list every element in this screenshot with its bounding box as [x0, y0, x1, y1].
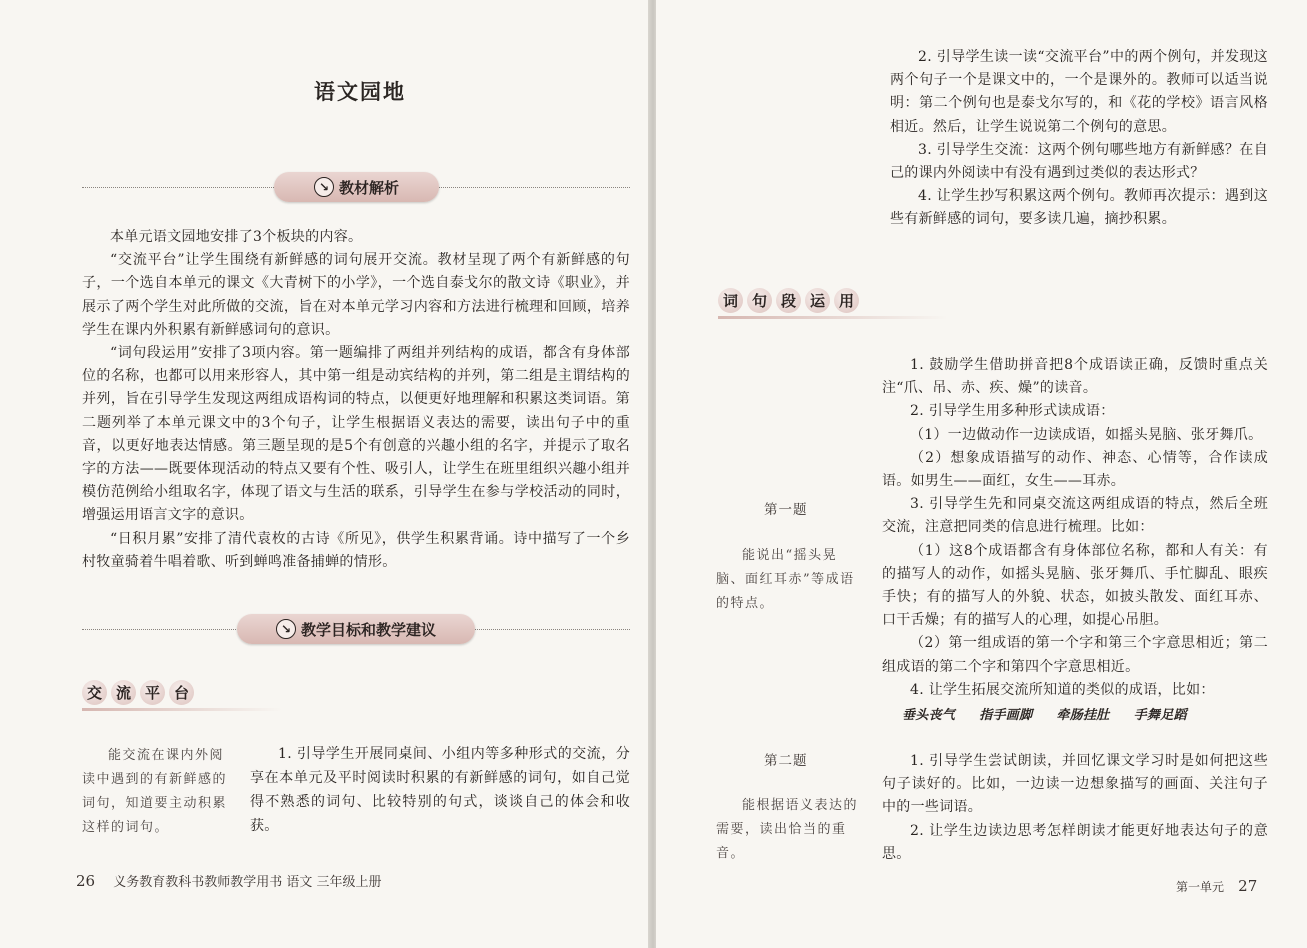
side-note-text: 能根据语义表达的需要，读出恰当的重音。	[716, 798, 859, 861]
section-pill	[237, 614, 475, 644]
question-label: 第一题	[764, 502, 808, 518]
title-char-bubble: 平	[140, 680, 165, 705]
idiom: 手舞足蹈	[1133, 708, 1187, 724]
analysis-text	[82, 226, 630, 574]
exchange-paragraph: 2. 引导学生读一读“交流平台”中的两个例句，并发现这两个句子一个是课文中的，一个是课外的。教师可以适当说明：第二个例句也是泰戈尔写的，和《花的学校》语言风格相近。然后，让学生说说第二个例句的意思。	[890, 49, 1268, 135]
question2-paragraph: 1. 引导学生尝试朗读，并回忆课文学习时是如何把这些句子读好的。比如，一边读一边想象描写的画面、关注句子中的一些词语。	[882, 753, 1268, 816]
question1-paragraph: 4. 让学生拓展交流所知道的类似的成语，比如：	[910, 681, 1215, 698]
exchange-paragraph: 1. 引导学生开展同桌间、小组内等多种形式的交流，分享在本单元及平时阅读时积累的有新鲜感的词句，如自己觉得不熟悉的词句、比较特别的句式，谈谈自己的体会和收获。	[250, 746, 630, 834]
title-char-bubble: 段	[776, 288, 801, 313]
question1-text	[882, 354, 1268, 727]
title-char-bubble: 运	[805, 288, 830, 313]
subsection-exchange-platform	[82, 680, 342, 722]
exchange-continued-text	[890, 46, 1268, 232]
subsection-word-sentence-use	[718, 288, 978, 330]
side-note-text: 能说出“摇头晃脑、面红耳赤”等成语的特点。	[716, 548, 855, 611]
title-char-bubble: 台	[169, 680, 194, 705]
page-title: 语文园地	[314, 79, 406, 104]
section-header-goals	[82, 612, 630, 646]
question2-text	[882, 750, 1268, 866]
question1-paragraph: （1）这8个成语都含有身体部位名称，都和人有关：有的描写人的动作，如摇头晃脑、张牙舞爪、手忙脚乱、眼疾手快；有的描写人的外貌、状态，如披头散发、面红耳赤、口干舌燥；有的描写人的心理，如提心吊胆。	[882, 542, 1268, 629]
book-title: 义务教育教科书教师教学用书 语文 三年级上册	[113, 875, 382, 890]
page-number: 27	[1238, 877, 1258, 895]
idiom: 牵肠挂肚	[1056, 708, 1110, 724]
question-label: 第二题	[764, 753, 808, 769]
subsection-underline	[82, 708, 282, 711]
idiom-list	[882, 704, 1268, 727]
section-pill	[274, 172, 439, 202]
analysis-paragraph: 本单元语文园地安排了3个板块的内容。	[110, 229, 363, 245]
side-note	[716, 544, 858, 616]
question1-paragraph: （2）第一组成语的第一个字和第三个字意思相近；第二组成语的第二个字和第四个字意思相近。	[882, 635, 1268, 675]
analysis-paragraph: “词句段运用”安排了3项内容。第一题编排了两组并列结构的成语，都含有身体部位的名称，也都可以用来形容人，其中第一组是动宾结构的并列，第二组是主谓结构的并列，旨在引导学生发现这两组成语构词的特点，以便更好地理解和积累这类词语。第二题列举了本单元课文中的3个句子，让学生根据语义表达的需要，读出句子中的重音，以更好地表达情感。第三题呈现的是5个有创意的兴趣小组的名字，并提示了取名字的方法——既要体现活动的特点又要有个性、吸引人，让学生在班里组织兴趣小组并模仿范例给小组取名字，体现了语文与生活的联系，引导学生在参与学校活动的同时，增强运用语言文字的意识。	[82, 345, 630, 524]
arrow-circle-icon: ↘	[276, 619, 296, 639]
title-char-bubble: 句	[747, 288, 772, 313]
subsection-underline	[718, 316, 948, 319]
title-char-bubble: 流	[111, 680, 136, 705]
arrow-circle-icon: ↘	[314, 177, 334, 197]
side-note-text: 能交流在课内外阅读中遇到的有新鲜感的词句，知道要主动积累这样的词句。	[82, 748, 228, 835]
exchange-text	[250, 742, 630, 838]
title-char-bubble: 词	[718, 288, 743, 313]
idiom: 垂头丧气	[902, 708, 956, 724]
idiom: 指手画脚	[979, 708, 1033, 724]
analysis-paragraph: “日积月累”安排了清代袁枚的古诗《所见》，供学生积累背诵。诗中描写了一个乡村牧童骑着牛唱着歌、听到蝉鸣准备捕蝉的情形。	[82, 530, 630, 570]
page-footer	[76, 871, 382, 890]
unit-label: 第一单元	[1176, 880, 1225, 894]
question1-paragraph: （2）想象成语描写的动作、神态、心情等，合作读成语。如男生——面红，女生——耳赤。	[882, 449, 1268, 490]
question1-paragraph: （1）一边做动作一边读成语，如摇头晃脑、张牙舞爪。	[910, 426, 1263, 443]
section-label: 教学目标和教学建议	[300, 620, 436, 639]
analysis-paragraph: “交流平台”让学生围绕有新鲜感的词句展开交流。教材呈现了两个有新鲜感的句子，一个选自本单元的课文《大青树下的小学》，一个选自泰戈尔的散文诗《职业》，并展示了两个学生对此所做的交流，旨在对本单元学习内容和方法进行梳理和回顾，培养学生在课内外积累有新鲜感词句的意识。	[82, 252, 630, 338]
question1-paragraph: 2. 引导学生用多种形式读成语：	[910, 403, 1115, 420]
question2-paragraph: 2. 让学生边读边思考怎样朗读才能更好地表达句子的意思。	[882, 822, 1268, 862]
page-number: 26	[76, 872, 96, 890]
title-char-bubble: 交	[82, 680, 107, 705]
page-footer	[1176, 877, 1257, 895]
left-page	[0, 0, 650, 948]
section-label: 教材解析	[338, 178, 399, 197]
right-page	[656, 0, 1307, 948]
side-note	[716, 794, 866, 866]
question1-paragraph: 3. 引导学生先和同桌交流这两组成语的特点，然后全班交流，注意把同类的信息进行梳理。比如：	[882, 496, 1268, 536]
side-note	[82, 744, 232, 840]
question1-paragraph: 1. 鼓励学生借助拼音把8个成语读正确，反馈时重点关注“爪、吊、赤、疾、燥”的读音。	[882, 357, 1268, 397]
section-header-analysis	[82, 170, 630, 204]
exchange-paragraph: 3. 引导学生交流：这两个例句哪些地方有新鲜感？在自己的课内外阅读中有没有遇到过类似的表达形式？	[890, 141, 1268, 182]
title-char-bubble: 用	[834, 288, 859, 313]
exchange-paragraph: 4. 让学生抄写积累这两个例句。教师再次提示：遇到这些有新鲜感的词句，要多读几遍，摘抄积累。	[890, 188, 1268, 228]
